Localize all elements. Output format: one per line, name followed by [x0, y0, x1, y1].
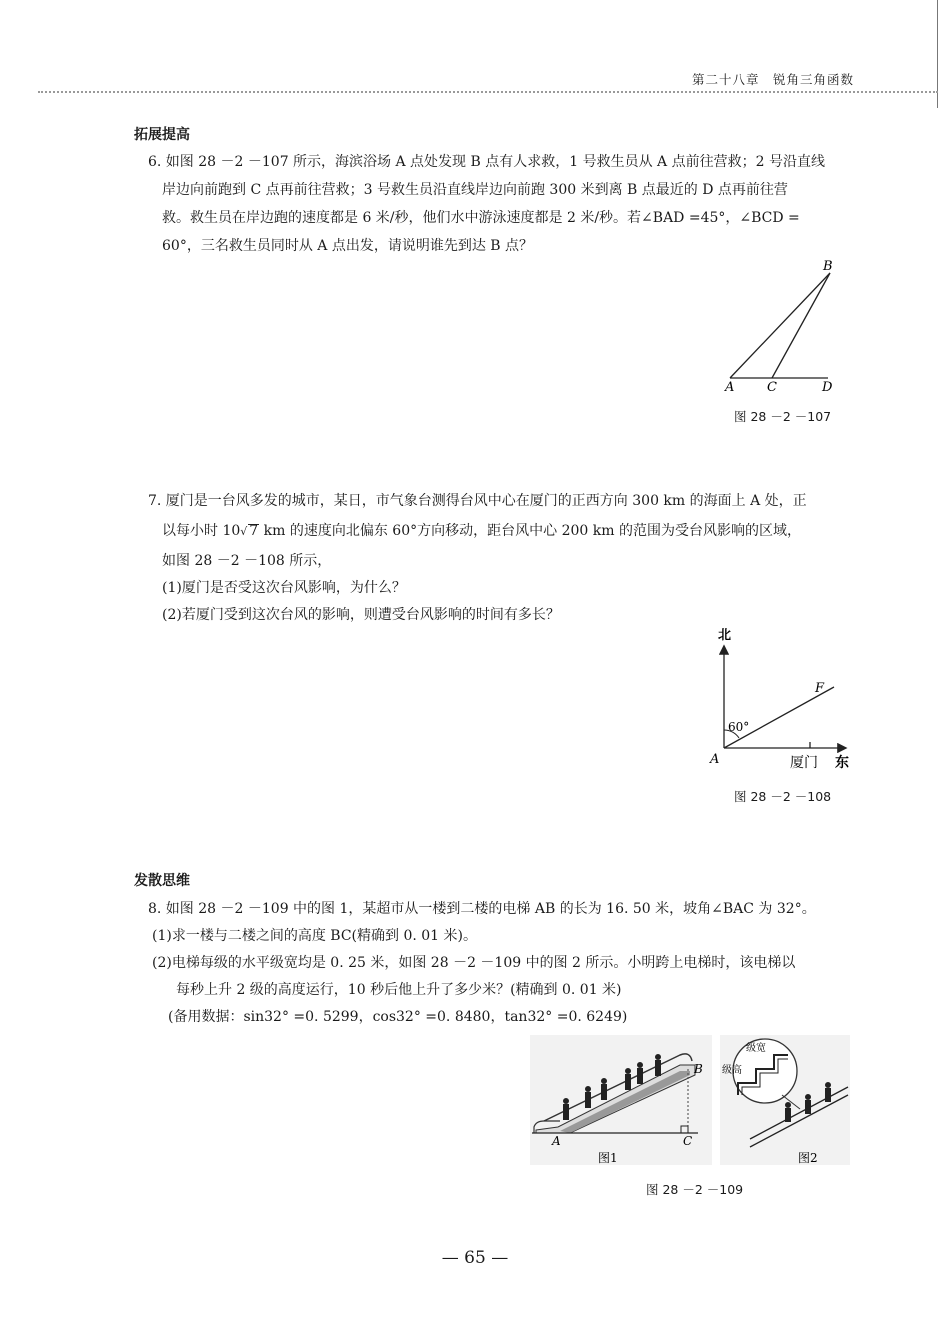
- point-label-a: A: [710, 752, 720, 767]
- header-divider: [38, 91, 938, 93]
- q7-line-2: 以每小时 10√ 7 km 的速度向北偏东 60°方向移动，距台风中心 200 km 的范围为受台风影响的区域，: [162, 523, 801, 539]
- figure-caption-107: 图 28 －2 －107: [734, 409, 832, 424]
- north-label: 北: [718, 628, 732, 643]
- typhoon-path-af: [724, 687, 834, 748]
- q8-sub-2-line-1: (2)电梯每级的水平级宽均是 0. 25 米，如图 28 －2 －109 中的图 2 所示。小明跨上电梯时，该电梯以: [152, 955, 796, 971]
- figure-caption-108: 图 28 －2 －108: [734, 789, 832, 804]
- q6-line-3: 救。救生员在岸边跑的速度都是 6 米/秒，他们水中游泳速度都是 2 米/秒。若∠BAD =45°，∠BCD =: [162, 210, 800, 226]
- fig2-label: 图2: [798, 1151, 818, 1165]
- q7-line-3: 如图 28 －2 －108 所示，: [162, 553, 332, 569]
- east-label: 东: [835, 755, 849, 771]
- figure-28-2-109-escalator: [530, 1035, 715, 1165]
- point-label-c: C: [683, 1134, 693, 1148]
- step-width-label: 级宽: [746, 1043, 766, 1054]
- step-height-label: 级高: [722, 1065, 742, 1076]
- point-label-f: F: [815, 681, 825, 696]
- q8-line-1: 8. 如图 28 －2 －109 中的图 1，某超市从一楼到二楼的电梯 AB 的长为 16. 50 米，坡角∠BAC 为 32°。: [148, 901, 816, 917]
- figure-28-2-108: [700, 625, 860, 780]
- section-heading-extension: 拓展提高: [134, 127, 190, 143]
- q6-line-1: 6. 如图 28 －2 －107 所示，海滨浴场 A 点处发现 B 点有人求救，1 号救生员从 A 点前往营救；2 号沿直线: [148, 154, 825, 170]
- q8-data-line: (备用数据：sin32° =0. 5299，cos32° =0. 8480，tan32° =0. 6249): [168, 1009, 628, 1025]
- point-label-a: A: [552, 1134, 561, 1148]
- section-heading-divergent: 发散思维: [134, 873, 190, 889]
- q8-sub-2-line-2: 每秒上升 2 级的高度运行，10 秒后他上升了多少米？(精确到 0. 01 米): [176, 982, 622, 998]
- figure-28-2-107: [720, 255, 850, 395]
- page-number: — 65 —: [441, 1248, 509, 1268]
- q6-line-4: 60°，三名救生员同时从 A 点出发，请说明谁先到达 B 点？: [162, 238, 534, 254]
- angle-label-60: 60°: [728, 720, 750, 734]
- q7-sub-2: (2)若厦门受到这次台风的影响，则遭受台风影响的时间有多长？: [162, 607, 560, 623]
- point-label-b: B: [694, 1062, 703, 1076]
- point-label-a: A: [725, 380, 735, 395]
- q7-line-2-post: km 的速度向北偏东 60°方向移动，距台风中心 200 km 的范围为受台风影响的区域，: [259, 523, 801, 539]
- chapter-header: 第二十八章 锐角三角函数: [691, 72, 854, 87]
- figure-28-2-109-steps: [720, 1035, 850, 1165]
- point-label-d: D: [822, 380, 833, 395]
- xiamen-label: 厦门: [790, 755, 818, 771]
- q7-sub-1: (1)厦门是否受这次台风影响，为什么？: [162, 580, 406, 596]
- figure-caption-109: 图 28 －2 －109: [646, 1182, 744, 1197]
- fig1-label: 图1: [598, 1151, 618, 1165]
- q8-sub-1: (1)求一楼与二楼之间的高度 BC(精确到 0. 01 米)。: [152, 928, 477, 944]
- q7-radicand: 7: [249, 523, 259, 539]
- point-label-b: B: [823, 259, 833, 274]
- q7-line-2-pre: 以每小时 10: [162, 523, 241, 539]
- point-label-c: C: [767, 380, 777, 395]
- q6-line-2: 岸边向前跑到 C 点再前往营救；3 号救生员沿直线岸边向前跑 300 米到离 B 点最近的 D 点再前往营: [162, 182, 788, 198]
- q7-line-1: 7. 厦门是一台风多发的城市，某日，市气象台测得台风中心在厦门的正西方向 300 km 的海面上 A 处，正: [148, 493, 807, 509]
